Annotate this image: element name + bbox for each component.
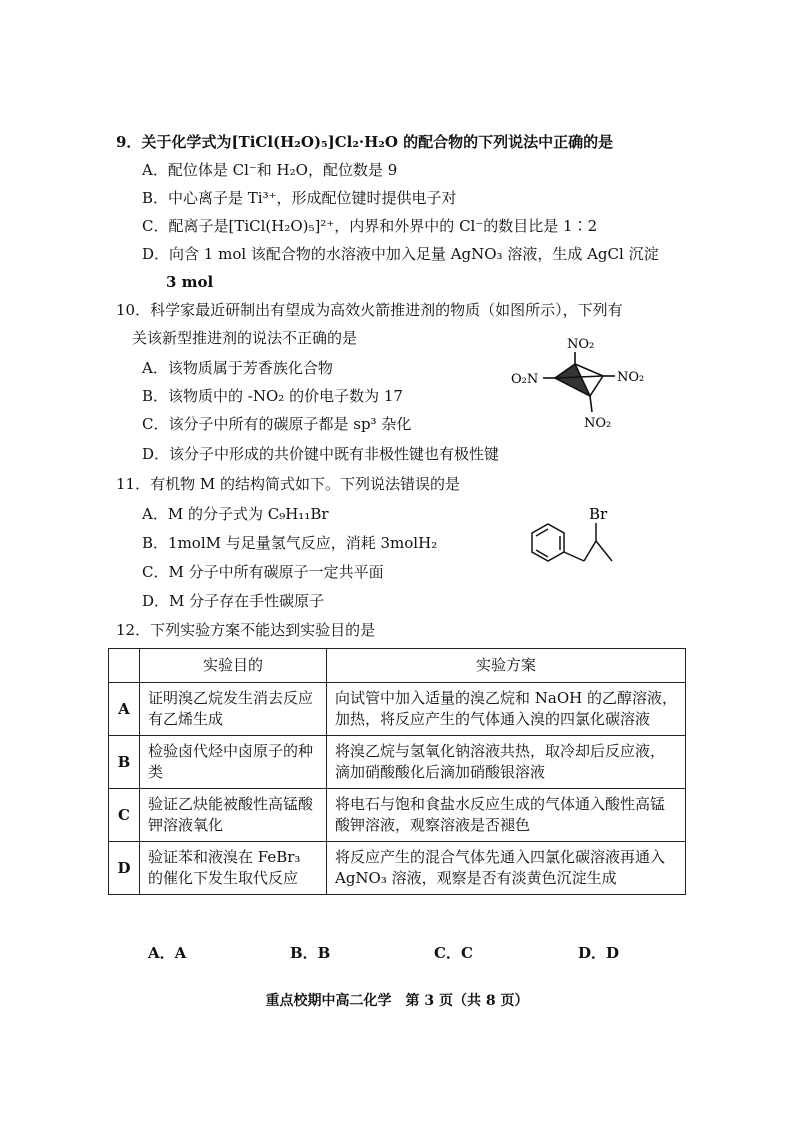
q10-option-d: D．该分子中形成的共价键中既有非极性键也有极性键	[142, 445, 500, 463]
table-row	[109, 789, 686, 842]
q9-option-d: D．向含 1 mol 该配合物的水溶液中加入足量 AgNO₃ 溶液，生成 AgCl 沉淀	[142, 245, 659, 263]
row-goal: 检验卤代烃中卤原子的种类	[140, 736, 327, 789]
table-row	[109, 736, 686, 789]
q12-answer-a: A．A	[148, 944, 187, 962]
tetranitrotetrahedrane-figure	[505, 326, 675, 434]
figure-no2-right: NO₂	[617, 370, 645, 385]
row-goal: 证明溴乙烷发生消去反应有乙烯生成	[140, 683, 327, 736]
q9-option-a: A．配位体是 Cl⁻和 H₂O，配位数是 9	[142, 161, 398, 179]
compound-m-structure	[510, 495, 640, 585]
q11-option-d: D．M 分子存在手性碳原子	[142, 592, 325, 610]
q9-option-b: B．中心离子是 Ti³⁺，形成配位键时提供电子对	[142, 189, 457, 207]
q10-stem-line1: 10．科学家最近研制出有望成为高效火箭推进剂的物质（如图所示），下列有	[116, 301, 623, 319]
row-label: A	[109, 683, 140, 736]
q10-option-c: C．该分子中所有的碳原子都是 sp³ 杂化	[142, 415, 412, 433]
table-header-plan: 实验方案	[327, 649, 686, 683]
row-plan: 将反应产生的混合气体先通入四氯化碳溶液再通入 AgNO₃ 溶液，观察是否有淡黄色沉淀生成	[327, 842, 686, 895]
q10-option-a: A．该物质属于芳香族化合物	[142, 359, 333, 377]
row-label: B	[109, 736, 140, 789]
experiment-table	[108, 648, 686, 895]
row-plan: 将溴乙烷与氢氧化钠溶液共热，取冷却后反应液，滴加硝酸酸化后滴加硝酸银溶液	[327, 736, 686, 789]
table-header-goal: 实验目的	[140, 649, 327, 683]
table-header-blank	[109, 649, 140, 683]
q11-option-b: B．1molM 与足量氢气反应，消耗 3molH₂	[142, 534, 438, 552]
q12-answer-d: D．D	[578, 944, 620, 962]
row-label: D	[109, 842, 140, 895]
q9-option-c: C．配离子是[TiCl(H₂O)₅]²⁺，内界和外界中的 Cl⁻的数目比是 1∶2	[142, 217, 598, 235]
q9-stem: 9．关于化学式为[TiCl(H₂O)₅]Cl₂·H₂O 的配合物的下列说法中正确的是	[116, 133, 614, 151]
q9-option-d-cont: 3 mol	[166, 273, 214, 291]
q12-answer-b: B．B	[290, 944, 331, 962]
q11-option-a: A．M 的分子式为 C₉H₁₁Br	[142, 505, 329, 523]
row-goal: 验证乙炔能被酸性高锰酸钾溶液氧化	[140, 789, 327, 842]
figure-no2-bottom: NO₂	[584, 416, 612, 431]
q11-stem: 11．有机物 M 的结构简式如下。下列说法错误的是	[116, 475, 460, 493]
q10-option-b: B．该物质中的 -NO₂ 的价电子数为 17	[142, 387, 403, 405]
page-footer: 重点校期中高二化学 第 3 页（共 8 页）	[265, 993, 529, 1009]
row-label: C	[109, 789, 140, 842]
q12-answer-c: C．C	[434, 944, 473, 962]
q10-stem-line2: 关该新型推进剂的说法不正确的是	[132, 329, 358, 347]
q12-stem: 12．下列实验方案不能达到实验目的是	[116, 621, 376, 639]
table-header-row	[109, 649, 686, 683]
figure-no2-top: NO₂	[567, 337, 595, 352]
figure-o2n-left: O₂N	[511, 372, 539, 387]
row-plan: 向试管中加入适量的溴乙烷和 NaOH 的乙醇溶液，加热，将反应产生的气体通入溴的四氯化碳溶液	[327, 683, 686, 736]
row-plan: 将电石与饱和食盐水反应生成的气体通入酸性高锰酸钾溶液，观察溶液是否褪色	[327, 789, 686, 842]
row-goal: 验证苯和液溴在 FeBr₃ 的催化下发生取代反应	[140, 842, 327, 895]
q11-option-c: C．M 分子中所有碳原子一定共平面	[142, 563, 384, 581]
table-row	[109, 842, 686, 895]
table-row	[109, 683, 686, 736]
figure-br-label: Br	[589, 505, 608, 523]
